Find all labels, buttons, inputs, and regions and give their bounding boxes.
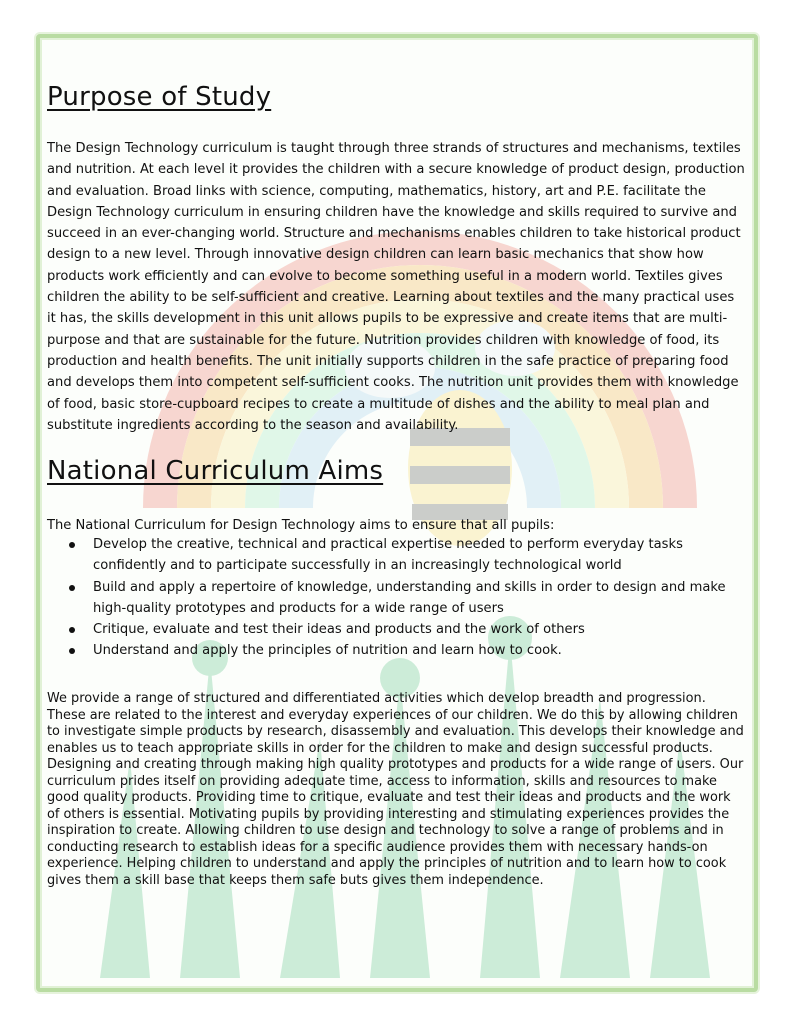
list-item-text: Critique, evaluate and test their ideas and products and the work of others bbox=[93, 622, 585, 638]
aims-intro: The National Curriculum for Design Technology aims to ensure that all pupils: bbox=[47, 518, 555, 533]
list-item-text: Build and apply a repertoire of knowledge, understanding and skills in order to design and make high-quality prototypes and products for a wide range of users bbox=[93, 579, 726, 616]
list-item bbox=[47, 534, 747, 577]
list-item bbox=[47, 640, 747, 661]
list-item bbox=[47, 619, 747, 640]
bullet-icon bbox=[69, 585, 75, 591]
purpose-heading: Purpose of Study bbox=[47, 82, 272, 112]
bullet-icon bbox=[69, 627, 75, 633]
list-item-text: Develop the creative, technical and practical expertise needed to perform everyday tasks confidently and to participate successfully in an increasingly technological world bbox=[93, 537, 683, 574]
provision-paragraph: We provide a range of structured and differentiated activities which develop breadth and progression. These are related to the interest and everyday experiences of our children. We do this by allowing children to investigate simple products by research, disassembly and evaluation. This develops their knowledge and enables us to teach appropriate skills in order for the children to make and design successful products. Designing and creating through making high quality prototypes and products for a wide range of users. Our curriculum prides itself on providing adequate time, access to information, skills and resources to make good quality products. Providing time to critique, evaluate and test their ideas and products and the work of others is essential. Motivating pupils by providing interesting and stimulating experiences provides the inspiration to create. Allowing children to use design and technology to solve a range of problems and in conducting research to establish ideas for a specific audience provides them with necessary hands-on experience. Helping children to understand and apply the principles of nutrition and to learn how to cook gives them a skill base that keeps them safe buts gives them independence. bbox=[47, 691, 744, 888]
aims-heading: National Curriculum Aims bbox=[47, 456, 384, 486]
list-item-text: Understand and apply the principles of nutrition and learn how to cook. bbox=[93, 643, 562, 659]
list-item bbox=[47, 577, 747, 620]
purpose-paragraph: The Design Technology curriculum is taught through three strands of structures and mechanisms, textiles and nutrition. At each level it provides the children with a secure knowledge of product design, production and evaluation. Broad links with science, computing, mathematics, history, art and P.E. facilitate the Design Technology curriculum in ensuring children have the knowledge and skills required to survive and succeed in an ever-changing world. Structure and mechanisms enables children to take historical product design to a new level. Through innovative design children can learn basic mechanics that show how products work efficiently and can evolve to become something useful in a modern world. Textiles gives children the ability to be self-sufficient and creative. Learning about textiles and the many practical uses it has, the skills development in this unit allows pupils to be expressive and create items that are multi-purpose and that are sustainable for the future. Nutrition provides children with knowledge of food, its production and health benefits. The unit initially supports children in the safe practice of preparing food and develops them into competent self-sufficient cooks. The nutrition unit provides them with knowledge of food, basic store-cupboard recipes to create a multitude of dishes and the ability to meal plan and substitute ingredients according to the season and availability. bbox=[47, 141, 745, 433]
bullet-icon bbox=[69, 648, 75, 654]
bullet-icon bbox=[69, 542, 75, 548]
aims-list bbox=[47, 534, 747, 662]
